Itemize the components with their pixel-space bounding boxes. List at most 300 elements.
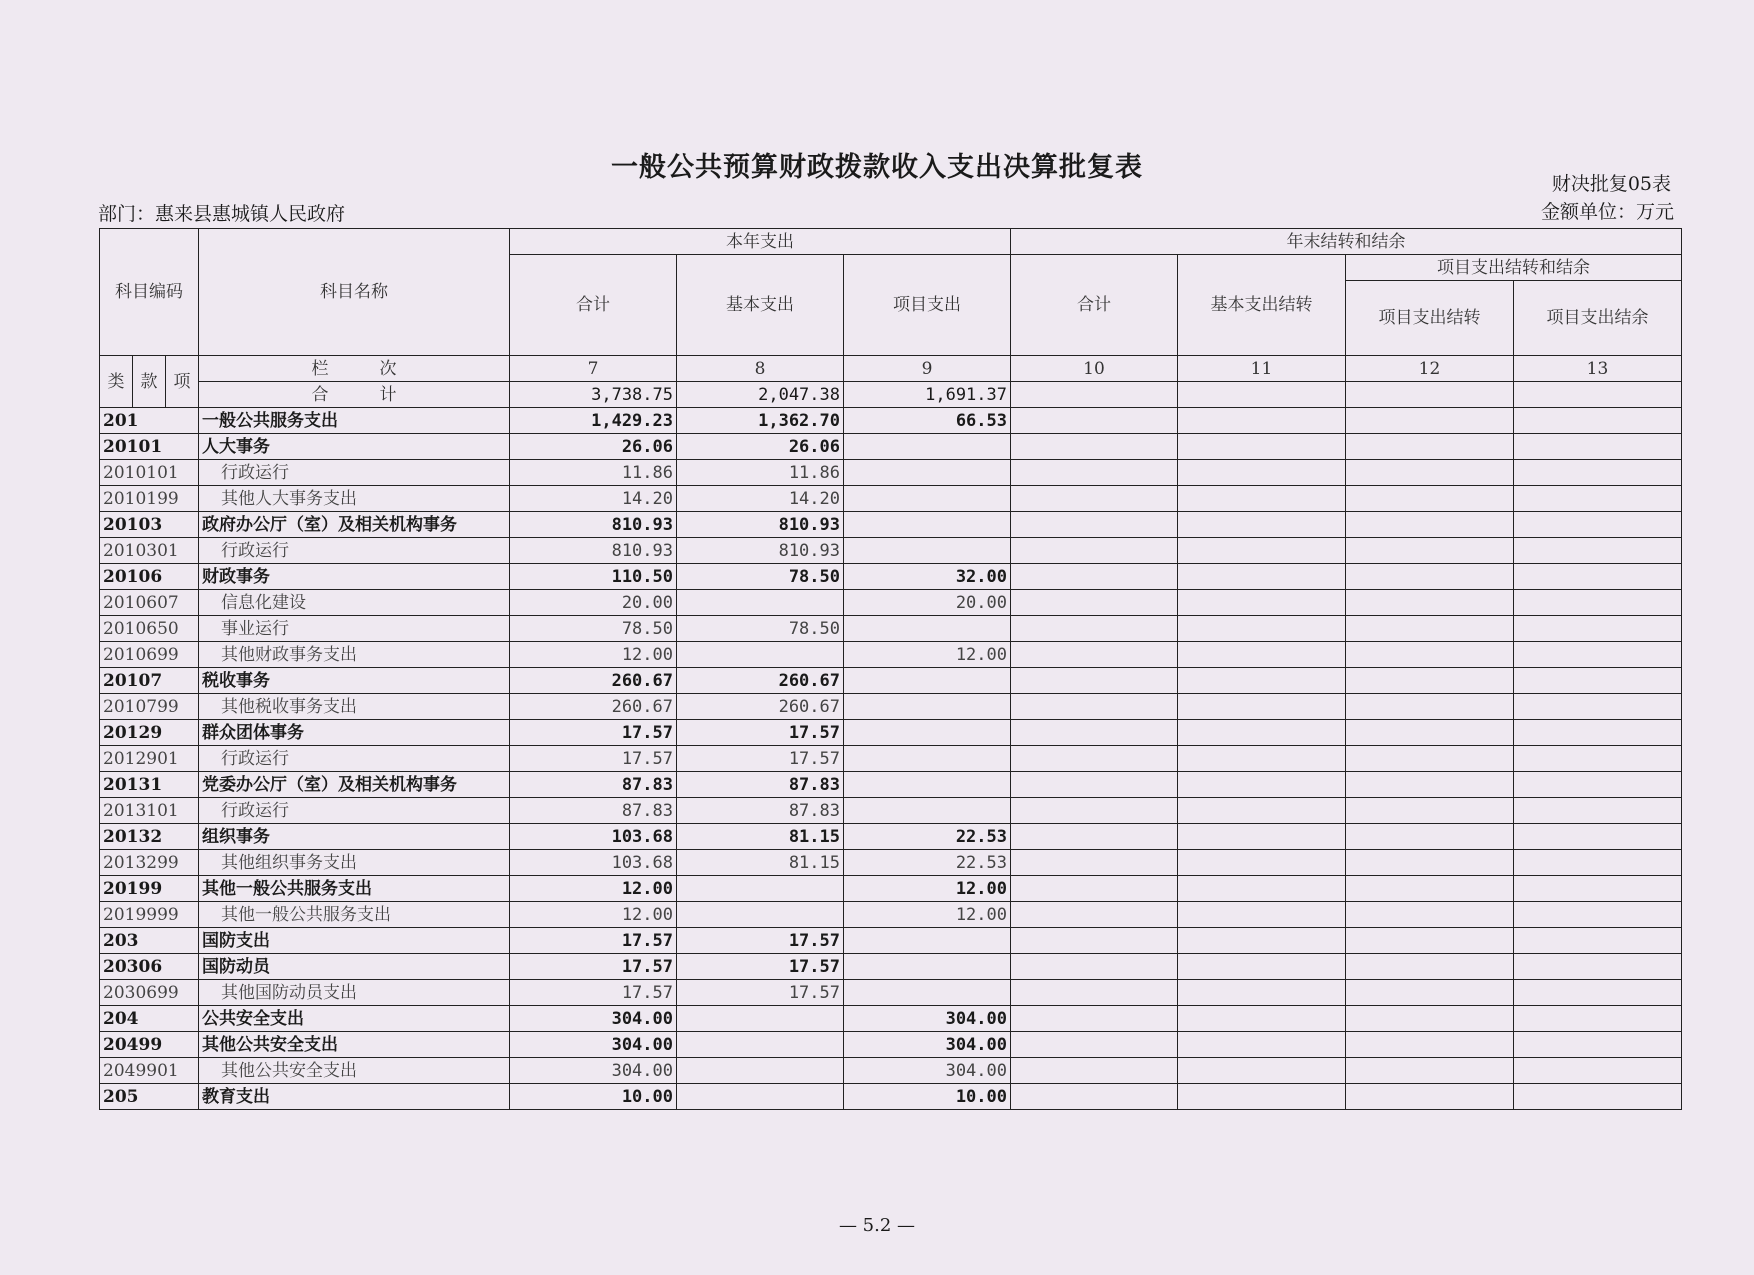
header-project-surplus: 项目支出结余 <box>1514 281 1682 356</box>
empty-cell <box>1011 382 1178 408</box>
empty-cell <box>1514 824 1682 850</box>
row-basic: 11.86 <box>677 460 844 486</box>
empty-cell <box>1346 512 1514 538</box>
row-project: 12.00 <box>844 876 1011 902</box>
row-basic <box>677 1032 844 1058</box>
row-code: 2012901 <box>100 746 199 772</box>
row-project <box>844 720 1011 746</box>
row-basic: 78.50 <box>677 564 844 590</box>
row-name: 其他国防动员支出 <box>199 980 510 1006</box>
row-total: 810.93 <box>510 512 677 538</box>
empty-cell <box>1346 642 1514 668</box>
empty-cell <box>1011 928 1178 954</box>
row-project <box>844 954 1011 980</box>
grand-total-row <box>100 382 1682 408</box>
empty-cell <box>1346 850 1514 876</box>
row-name: 其他人大事务支出 <box>199 486 510 512</box>
row-project <box>844 746 1011 772</box>
row-project <box>844 772 1011 798</box>
row-total: 260.67 <box>510 668 677 694</box>
empty-cell <box>1514 1032 1682 1058</box>
row-total: 17.57 <box>510 746 677 772</box>
empty-cell <box>1514 902 1682 928</box>
empty-cell <box>1011 876 1178 902</box>
empty-cell <box>1514 1058 1682 1084</box>
table-row <box>100 720 1682 746</box>
empty-cell <box>1514 746 1682 772</box>
row-total: 11.86 <box>510 460 677 486</box>
row-name: 其他公共安全支出 <box>199 1058 510 1084</box>
row-code: 2049901 <box>100 1058 199 1084</box>
empty-cell <box>1011 746 1178 772</box>
col-number: 13 <box>1514 356 1682 382</box>
row-project <box>844 928 1011 954</box>
row-code: 20103 <box>100 512 199 538</box>
empty-cell <box>1346 720 1514 746</box>
empty-cell <box>1178 1032 1346 1058</box>
empty-cell <box>1346 1032 1514 1058</box>
row-code: 204 <box>100 1006 199 1032</box>
budget-table <box>99 228 1682 1110</box>
empty-cell <box>1011 772 1178 798</box>
table-row <box>100 1084 1682 1110</box>
row-code: 2010607 <box>100 590 199 616</box>
row-name: 人大事务 <box>199 434 510 460</box>
col-number: 8 <box>677 356 844 382</box>
row-total: 12.00 <box>510 902 677 928</box>
row-code: 2019999 <box>100 902 199 928</box>
row-project <box>844 434 1011 460</box>
empty-cell <box>1514 642 1682 668</box>
row-basic <box>677 590 844 616</box>
row-total: 87.83 <box>510 772 677 798</box>
table-row <box>100 434 1682 460</box>
grand-total-project: 1,691.37 <box>844 382 1011 408</box>
row-code: 20131 <box>100 772 199 798</box>
empty-cell <box>1514 720 1682 746</box>
row-basic: 87.83 <box>677 798 844 824</box>
empty-cell <box>1346 824 1514 850</box>
empty-cell <box>1178 1006 1346 1032</box>
empty-cell <box>1346 408 1514 434</box>
row-code: 205 <box>100 1084 199 1110</box>
table-row <box>100 668 1682 694</box>
header-lei: 类 <box>100 356 133 408</box>
header-kuan: 款 <box>133 356 166 408</box>
empty-cell <box>1346 1058 1514 1084</box>
header-xiang: 项 <box>166 356 199 408</box>
row-total: 17.57 <box>510 720 677 746</box>
header-code: 科目编码 <box>100 229 199 356</box>
row-basic: 26.06 <box>677 434 844 460</box>
row-project <box>844 486 1011 512</box>
row-total: 12.00 <box>510 642 677 668</box>
row-basic: 17.57 <box>677 746 844 772</box>
row-name: 其他财政事务支出 <box>199 642 510 668</box>
empty-cell <box>1346 798 1514 824</box>
row-name: 行政运行 <box>199 746 510 772</box>
table-row <box>100 1006 1682 1032</box>
row-total: 10.00 <box>510 1084 677 1110</box>
header-project-carry-group: 项目支出结转和结余 <box>1346 255 1682 281</box>
empty-cell <box>1346 460 1514 486</box>
empty-cell <box>1178 980 1346 1006</box>
grand-total-label: 合 计 <box>199 382 510 408</box>
table-row <box>100 798 1682 824</box>
table-row <box>100 876 1682 902</box>
empty-cell <box>1011 1084 1178 1110</box>
empty-cell <box>1178 382 1346 408</box>
empty-cell <box>1514 798 1682 824</box>
col-number: 7 <box>510 356 677 382</box>
empty-cell <box>1178 746 1346 772</box>
table-row <box>100 980 1682 1006</box>
row-code: 20132 <box>100 824 199 850</box>
empty-cell <box>1011 980 1178 1006</box>
row-name: 政府办公厅（室）及相关机构事务 <box>199 512 510 538</box>
header-current-year: 本年支出 <box>510 229 1011 255</box>
empty-cell <box>1346 668 1514 694</box>
row-name: 其他税收事务支出 <box>199 694 510 720</box>
empty-cell <box>1011 1058 1178 1084</box>
row-total: 103.68 <box>510 850 677 876</box>
table-row <box>100 512 1682 538</box>
empty-cell <box>1178 850 1346 876</box>
header-project-carry: 项目支出结转 <box>1346 281 1514 356</box>
table-row <box>100 486 1682 512</box>
empty-cell <box>1178 538 1346 564</box>
row-project: 304.00 <box>844 1058 1011 1084</box>
empty-cell <box>1011 538 1178 564</box>
empty-cell <box>1178 460 1346 486</box>
row-project: 22.53 <box>844 850 1011 876</box>
empty-cell <box>1514 928 1682 954</box>
row-code: 201 <box>100 408 199 434</box>
empty-cell <box>1346 1084 1514 1110</box>
table-row <box>100 616 1682 642</box>
empty-cell <box>1178 902 1346 928</box>
row-code: 20199 <box>100 876 199 902</box>
table-row <box>100 824 1682 850</box>
row-name: 其他一般公共服务支出 <box>199 902 510 928</box>
empty-cell <box>1011 590 1178 616</box>
empty-cell <box>1346 382 1514 408</box>
empty-cell <box>1011 434 1178 460</box>
empty-cell <box>1346 1006 1514 1032</box>
empty-cell <box>1178 772 1346 798</box>
empty-cell <box>1011 1006 1178 1032</box>
empty-cell <box>1011 720 1178 746</box>
row-basic <box>677 1058 844 1084</box>
grand-total-total: 3,738.75 <box>510 382 677 408</box>
row-name: 其他组织事务支出 <box>199 850 510 876</box>
header-project: 项目支出 <box>844 255 1011 356</box>
empty-cell <box>1346 928 1514 954</box>
empty-cell <box>1514 590 1682 616</box>
row-code: 2010101 <box>100 460 199 486</box>
empty-cell <box>1011 460 1178 486</box>
empty-cell <box>1514 694 1682 720</box>
row-basic: 17.57 <box>677 954 844 980</box>
header-total: 合计 <box>510 255 677 356</box>
empty-cell <box>1514 382 1682 408</box>
table-row <box>100 694 1682 720</box>
row-project <box>844 460 1011 486</box>
table-row <box>100 746 1682 772</box>
row-basic <box>677 876 844 902</box>
row-basic: 17.57 <box>677 980 844 1006</box>
table-row <box>100 460 1682 486</box>
row-project: 304.00 <box>844 1032 1011 1058</box>
row-basic: 17.57 <box>677 928 844 954</box>
empty-cell <box>1514 876 1682 902</box>
row-total: 14.20 <box>510 486 677 512</box>
table-row <box>100 902 1682 928</box>
row-basic: 87.83 <box>677 772 844 798</box>
row-code: 20107 <box>100 668 199 694</box>
row-code: 20499 <box>100 1032 199 1058</box>
empty-cell <box>1514 486 1682 512</box>
header-year-end-total: 合计 <box>1011 255 1178 356</box>
row-project: 304.00 <box>844 1006 1011 1032</box>
empty-cell <box>1514 1084 1682 1110</box>
row-basic: 78.50 <box>677 616 844 642</box>
empty-cell <box>1514 460 1682 486</box>
row-basic <box>677 1006 844 1032</box>
empty-cell <box>1178 928 1346 954</box>
grand-total-basic: 2,047.38 <box>677 382 844 408</box>
row-code: 2013101 <box>100 798 199 824</box>
empty-cell <box>1514 772 1682 798</box>
empty-cell <box>1178 486 1346 512</box>
table-row <box>100 954 1682 980</box>
row-code: 203 <box>100 928 199 954</box>
row-total: 304.00 <box>510 1006 677 1032</box>
empty-cell <box>1011 954 1178 980</box>
row-total: 12.00 <box>510 876 677 902</box>
row-total: 78.50 <box>510 616 677 642</box>
empty-cell <box>1178 720 1346 746</box>
row-project: 10.00 <box>844 1084 1011 1110</box>
row-total: 17.57 <box>510 954 677 980</box>
empty-cell <box>1346 590 1514 616</box>
empty-cell <box>1346 746 1514 772</box>
empty-cell <box>1178 434 1346 460</box>
row-project <box>844 668 1011 694</box>
row-project <box>844 538 1011 564</box>
empty-cell <box>1178 824 1346 850</box>
empty-cell <box>1514 564 1682 590</box>
table-row <box>100 1058 1682 1084</box>
row-project: 20.00 <box>844 590 1011 616</box>
table-row <box>100 564 1682 590</box>
row-code: 2010301 <box>100 538 199 564</box>
row-name: 国防动员 <box>199 954 510 980</box>
table-row <box>100 590 1682 616</box>
empty-cell <box>1178 512 1346 538</box>
empty-cell <box>1011 798 1178 824</box>
amount-unit-label: 金额单位：万元 <box>1540 201 1674 223</box>
row-basic <box>677 902 844 928</box>
row-total: 304.00 <box>510 1058 677 1084</box>
empty-cell <box>1346 772 1514 798</box>
row-basic: 1,362.70 <box>677 408 844 434</box>
row-name: 信息化建设 <box>199 590 510 616</box>
row-name: 群众团体事务 <box>199 720 510 746</box>
empty-cell <box>1514 512 1682 538</box>
empty-cell <box>1514 1006 1682 1032</box>
row-basic <box>677 642 844 668</box>
row-code: 2010699 <box>100 642 199 668</box>
row-total: 110.50 <box>510 564 677 590</box>
col-number: 9 <box>844 356 1011 382</box>
table-row <box>100 538 1682 564</box>
row-project <box>844 980 1011 1006</box>
row-code: 20101 <box>100 434 199 460</box>
row-total: 810.93 <box>510 538 677 564</box>
row-code: 20129 <box>100 720 199 746</box>
empty-cell <box>1178 876 1346 902</box>
empty-cell <box>1178 642 1346 668</box>
empty-cell <box>1178 616 1346 642</box>
row-total: 1,429.23 <box>510 408 677 434</box>
empty-cell <box>1011 486 1178 512</box>
empty-cell <box>1011 564 1178 590</box>
row-name: 其他公共安全支出 <box>199 1032 510 1058</box>
empty-cell <box>1178 954 1346 980</box>
row-total: 17.57 <box>510 980 677 1006</box>
page-title: 一般公共预算财政拨款收入支出决算批复表 <box>611 152 1143 183</box>
row-total: 17.57 <box>510 928 677 954</box>
col-number: 12 <box>1346 356 1514 382</box>
row-name: 财政事务 <box>199 564 510 590</box>
empty-cell <box>1346 564 1514 590</box>
col-number: 11 <box>1178 356 1346 382</box>
table-row <box>100 772 1682 798</box>
empty-cell <box>1346 902 1514 928</box>
empty-cell <box>1346 980 1514 1006</box>
empty-cell <box>1011 668 1178 694</box>
empty-cell <box>1514 616 1682 642</box>
row-total: 20.00 <box>510 590 677 616</box>
empty-cell <box>1011 824 1178 850</box>
row-basic: 810.93 <box>677 512 844 538</box>
row-total: 26.06 <box>510 434 677 460</box>
row-name: 事业运行 <box>199 616 510 642</box>
empty-cell <box>1011 642 1178 668</box>
department-label: 部门：惠来县惠城镇人民政府 <box>98 203 346 225</box>
empty-cell <box>1011 1032 1178 1058</box>
row-basic: 260.67 <box>677 668 844 694</box>
empty-cell <box>1514 980 1682 1006</box>
row-basic <box>677 1084 844 1110</box>
table-body <box>100 229 1682 1110</box>
row-project: 12.00 <box>844 902 1011 928</box>
row-basic: 17.57 <box>677 720 844 746</box>
empty-cell <box>1346 616 1514 642</box>
row-basic: 81.15 <box>677 850 844 876</box>
row-name: 教育支出 <box>199 1084 510 1110</box>
row-name: 公共安全支出 <box>199 1006 510 1032</box>
row-name: 一般公共服务支出 <box>199 408 510 434</box>
row-basic: 14.20 <box>677 486 844 512</box>
row-name: 行政运行 <box>199 460 510 486</box>
row-name: 行政运行 <box>199 798 510 824</box>
row-total: 304.00 <box>510 1032 677 1058</box>
empty-cell <box>1346 538 1514 564</box>
empty-cell <box>1011 408 1178 434</box>
empty-cell <box>1514 538 1682 564</box>
header-name: 科目名称 <box>199 229 510 356</box>
empty-cell <box>1346 876 1514 902</box>
empty-cell <box>1011 850 1178 876</box>
row-code: 20106 <box>100 564 199 590</box>
empty-cell <box>1346 434 1514 460</box>
col-number: 10 <box>1011 356 1178 382</box>
empty-cell <box>1178 408 1346 434</box>
row-code: 20306 <box>100 954 199 980</box>
empty-cell <box>1514 434 1682 460</box>
empty-cell <box>1178 694 1346 720</box>
empty-cell <box>1514 408 1682 434</box>
table-row <box>100 850 1682 876</box>
table-row <box>100 408 1682 434</box>
empty-cell <box>1011 694 1178 720</box>
row-code: 2030699 <box>100 980 199 1006</box>
row-total: 260.67 <box>510 694 677 720</box>
table-row <box>100 928 1682 954</box>
row-basic: 810.93 <box>677 538 844 564</box>
row-project <box>844 694 1011 720</box>
empty-cell <box>1178 1084 1346 1110</box>
row-project: 66.53 <box>844 408 1011 434</box>
empty-cell <box>1346 486 1514 512</box>
empty-cell <box>1011 902 1178 928</box>
row-name: 税收事务 <box>199 668 510 694</box>
empty-cell <box>1346 954 1514 980</box>
header-year-end: 年末结转和结余 <box>1011 229 1682 255</box>
row-code: 2010650 <box>100 616 199 642</box>
header-basic-carry: 基本支出结转 <box>1178 255 1346 356</box>
row-project <box>844 798 1011 824</box>
header-row-1 <box>100 229 1682 255</box>
row-name: 党委办公厅（室）及相关机构事务 <box>199 772 510 798</box>
row-name: 行政运行 <box>199 538 510 564</box>
row-code: 2013299 <box>100 850 199 876</box>
row-name: 其他一般公共服务支出 <box>199 876 510 902</box>
header-column-no: 栏 次 <box>199 356 510 382</box>
empty-cell <box>1346 694 1514 720</box>
row-project: 12.00 <box>844 642 1011 668</box>
empty-cell <box>1178 1058 1346 1084</box>
row-code: 2010199 <box>100 486 199 512</box>
empty-cell <box>1178 590 1346 616</box>
empty-cell <box>1514 850 1682 876</box>
empty-cell <box>1178 564 1346 590</box>
row-basic: 81.15 <box>677 824 844 850</box>
empty-cell <box>1178 798 1346 824</box>
empty-cell <box>1514 668 1682 694</box>
row-total: 103.68 <box>510 824 677 850</box>
table-row <box>100 642 1682 668</box>
row-basic: 260.67 <box>677 694 844 720</box>
empty-cell <box>1514 954 1682 980</box>
empty-cell <box>1178 668 1346 694</box>
row-project <box>844 616 1011 642</box>
page-number: — 5.2 — <box>838 1215 916 1236</box>
row-name: 国防支出 <box>199 928 510 954</box>
row-project <box>844 512 1011 538</box>
